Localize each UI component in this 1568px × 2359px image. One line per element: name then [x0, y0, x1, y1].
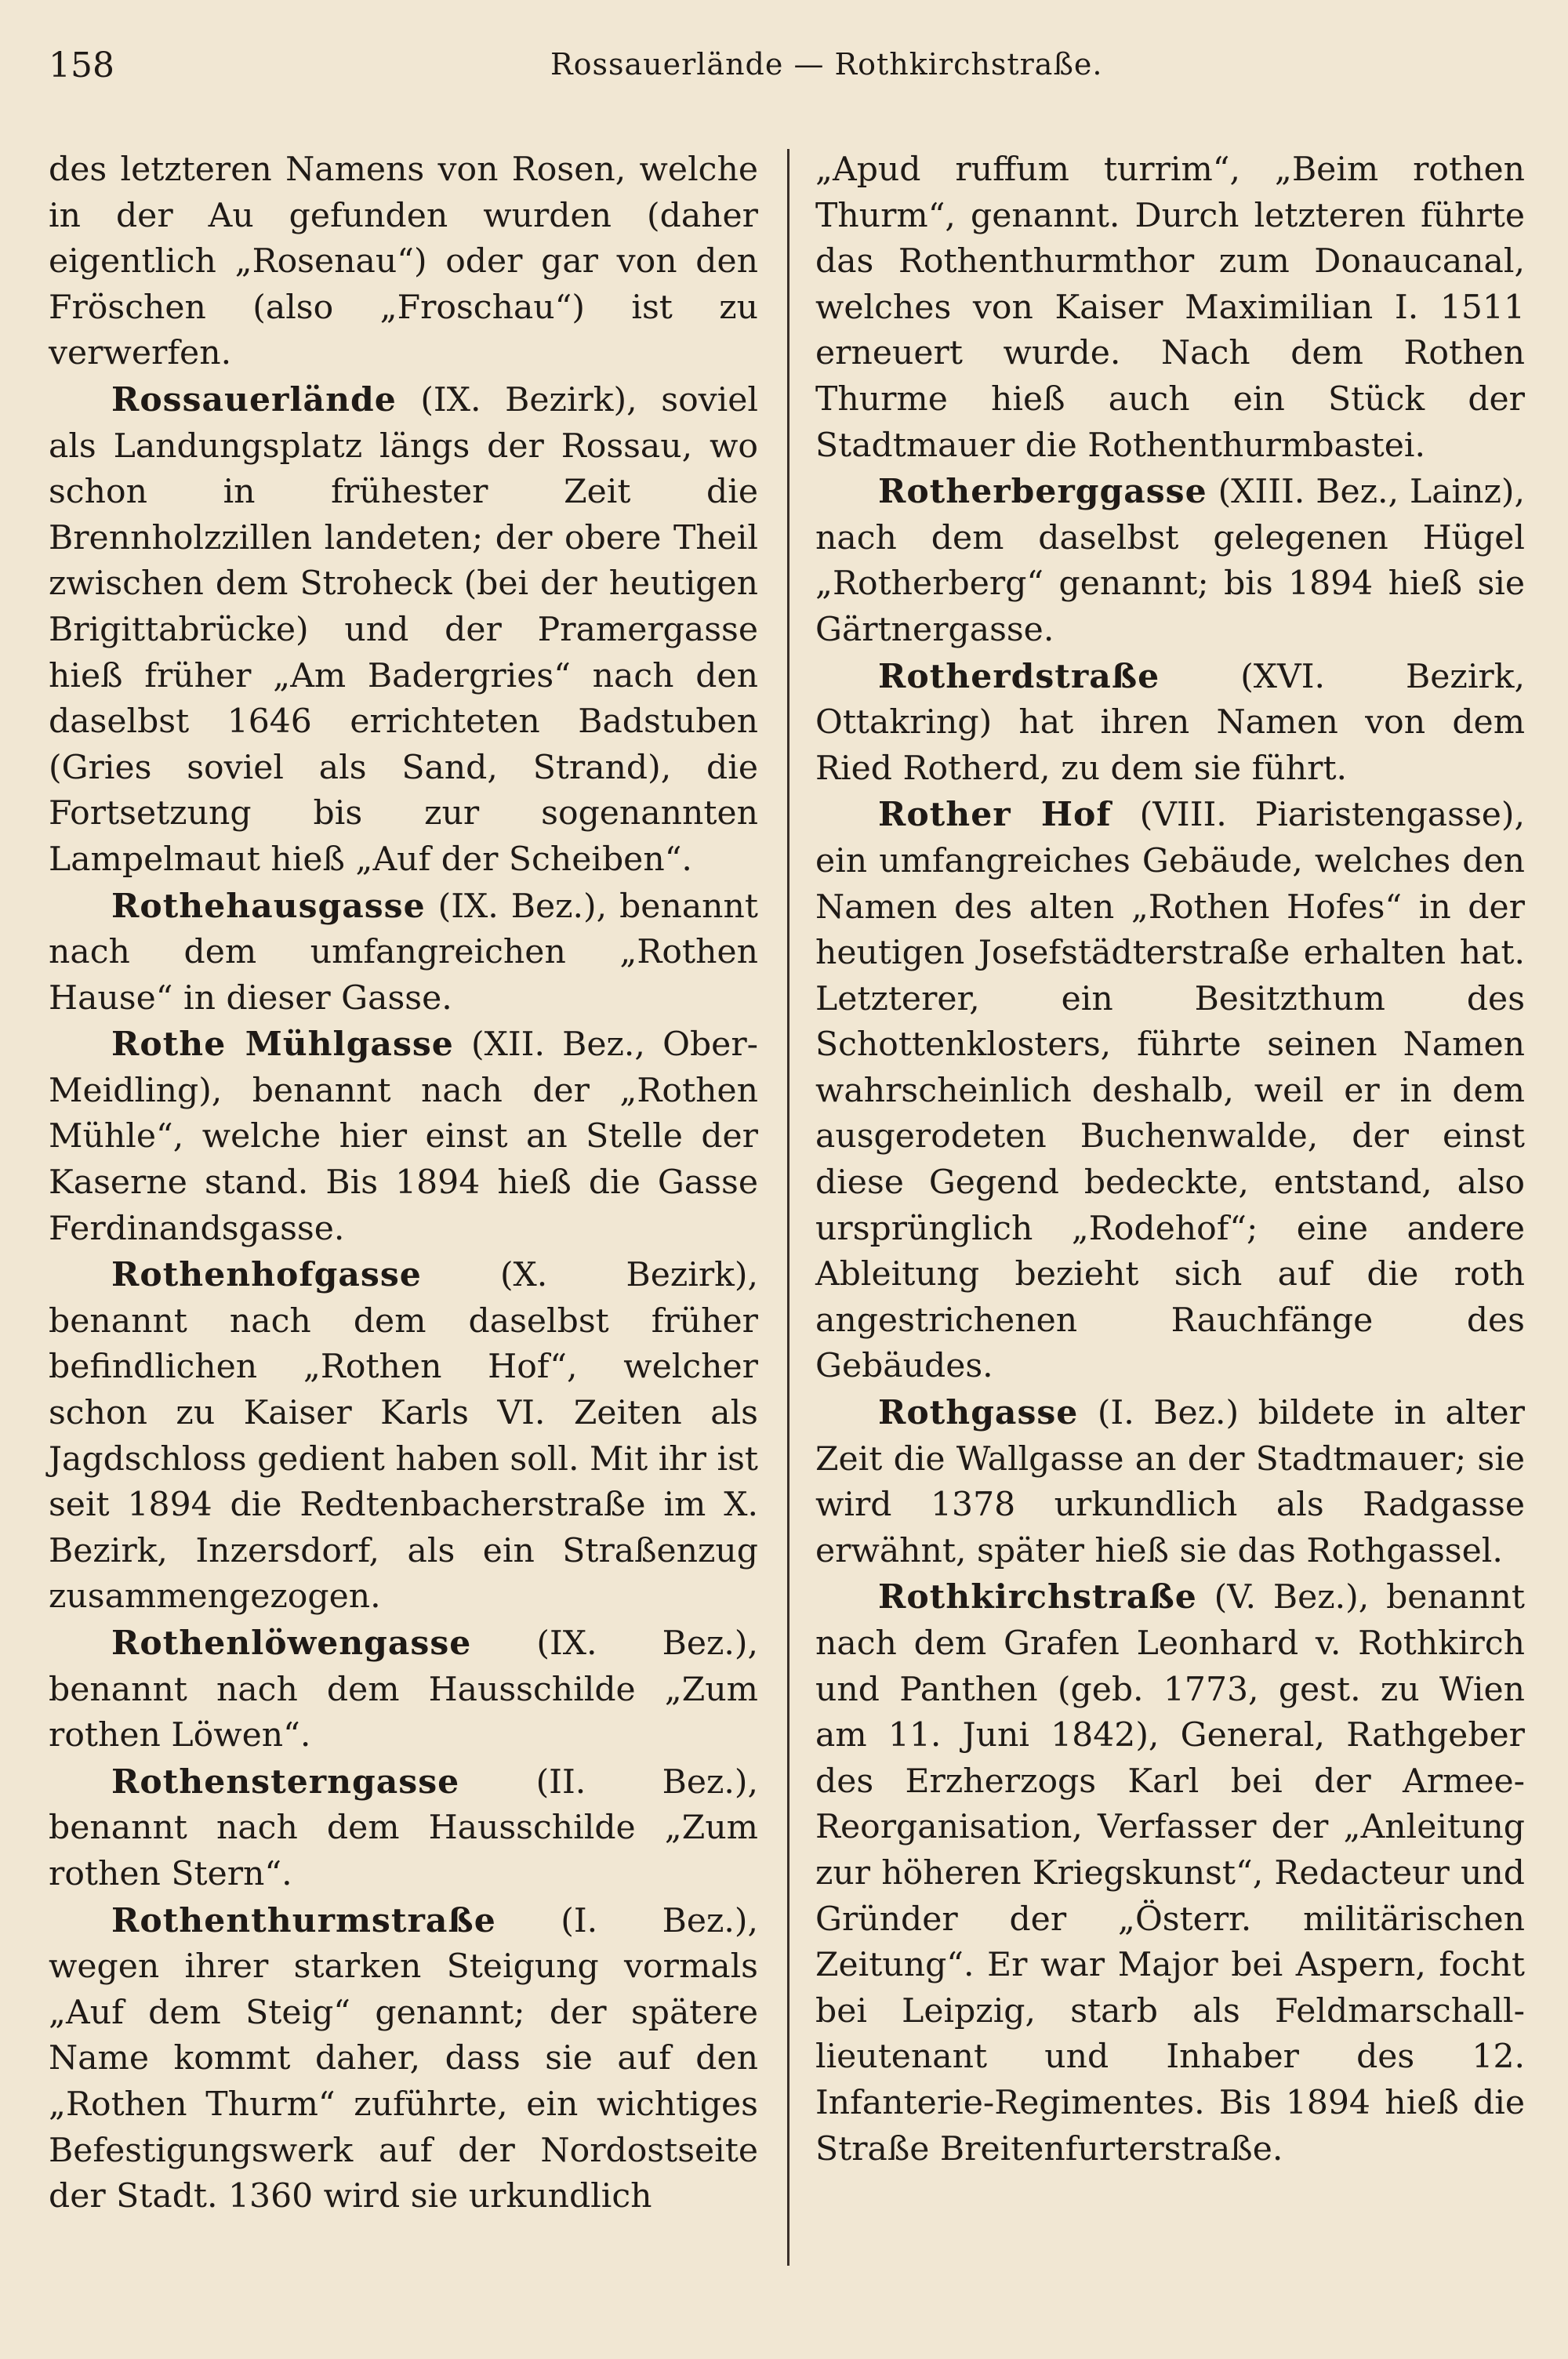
entry-rotherberggasse: [815, 469, 1525, 653]
entry-rothensterngasse: [49, 1759, 758, 1898]
entry-rothenloewengasse: [49, 1620, 758, 1759]
entry-rothkirchstrasse: [815, 1574, 1525, 2172]
running-title: Rossauerlände — Rothkirchstraße.: [550, 47, 1103, 82]
entry-text: (I. Bez.), wegen ihrer starken Steigung vormals „Auf dem Steig“ genannt; der spätere Name kommt daher, dass sie auf den „Rothen Thurm“ zuführte, ein wichtiges Befestigungswerk auf der Nordostseite der Stadt. 1360 wird sie urkundlich: [49, 1901, 758, 2216]
entry-text: (X. Bezirk), benannt nach dem daselbst früher befindlichen „Rothen Hof“, welcher schon zu Kaiser Karls VI. Zeiten als Jagdschloss gedient haben soll. Mit ihr ist seit 1894 die Redtenbacherstraße im X. Bezirk, Inzersdorf, als ein Straßenzug zusammengezogen.: [49, 1256, 758, 1617]
entry-rother-hof: [815, 792, 1525, 1390]
entry-text: (VIII. Piaristengasse), ein umfangreiches Gebäude, welches den Namen des alten „Rothen Hofes“ in der heutigen Josefstädterstraße erhalten hat. Letzterer, ein Besitzthum des Schottenklosters, führte seinen Namen wahrscheinlich deshalb, weil er in dem ausgerodeten Buchenwalde, der einst diese Gegend bedeckte, entstand, also ursprünglich „Rodehof“; eine andere Ableitung bezieht sich auf die roth angestrichenen Rauchfänge des Gebäudes.: [815, 796, 1525, 1386]
right-column: [815, 147, 1525, 2172]
entry-rotherdstrasse: [815, 654, 1525, 793]
page-number: 158: [49, 45, 114, 85]
entry-heading: Rothenhofgasse: [111, 1255, 422, 1295]
page-header: [49, 45, 1519, 93]
left-column: [49, 147, 758, 2220]
entry-heading: Rother Hof: [878, 795, 1112, 835]
entry-text: (IX. Bezirk), soviel als Landungsplatz längs der Rossau, wo schon in frühester Zeit die Brennholzzillen landeten; der obere Theil zwischen dem Stroheck (bei der heutigen Brigittabrücke) und der Pramergasse hieß früher „Am Badergries“ nach den daselbst 1646 errichteten Badstuben (Gries soviel als Sand, Strand), die Fortsetzung bis zur sogenannten Lampelmaut hieß „Auf der Scheiben“.: [49, 380, 758, 879]
entry-text: (V. Bez.), benannt nach dem Grafen Leonhard v. Rothkirch und Panthen (geb. 1773, gest. zu Wien am 11. Juni 1842), General, Rathgeber des Erzherzogs Karl bei der Armee-Reorganisation, Verfasser der „Anleitung zur höheren Kriegskunst“, Redacteur und Gründer der „Österr. militärischen Zeitung“. Er war Major bei Aspern, focht bei Leipzig, starb als Feldmarschall-lieutenant und Inhaber des 12. Infanterie-Regimentes. Bis 1894 hieß die Straße Breitenfurterstraße.: [815, 1578, 1525, 2168]
continuation-paragraph: „Apud ruffum turrim“, „Beim rothen Thurm“, genannt. Durch letzteren führte das Rothenthurmthor zum Donaucanal, welches von Kaiser Maximilian I. 1511 erneuert wurde. Nach dem Rothen Thurme hieß auch ein Stück der Stadtmauer die Rothenthurmbastei.: [815, 151, 1525, 465]
entry-text: (XIII. Bez., Lainz), nach dem daselbst gelegenen Hügel „Rotherberg“ genannt; bis 1894 hieß sie Gärtnergasse.: [815, 473, 1525, 649]
entry-heading: Rothensterngasse: [111, 1762, 460, 1802]
entry-text: (IX. Bez.), benannt nach dem Hausschilde „Zum rothen Löwen“.: [49, 1624, 758, 1755]
entry-rothehausgasse: [49, 884, 758, 1022]
entry-text: (II. Bez.), benannt nach dem Hausschilde „Zum rothen Stern“.: [49, 1762, 758, 1893]
entry-heading: Rothe Mühlgasse: [111, 1025, 454, 1065]
column-divider: [787, 149, 789, 2266]
entry-rothe-muehlgasse: [49, 1022, 758, 1252]
entry-text: (I. Bez.) bildete in alter Zeit die Wallgasse an der Stadtmauer; sie wird 1378 urkundlich als Radgasse erwähnt, später hieß sie das Rothgassel.: [815, 1394, 1525, 1570]
entry-heading: Rothenlöwengasse: [111, 1624, 472, 1663]
entry-text: (IX. Bez.), benannt nach dem umfangreichen „Rothen Hause“ in dieser Gasse.: [49, 887, 758, 1018]
entry-rothgasse: [815, 1390, 1525, 1574]
entry-rossauerlaende: [49, 377, 758, 884]
entry-text: (XVI. Bezirk, Ottakring) hat ihren Namen von dem Ried Rotherd, zu dem sie führt.: [815, 657, 1525, 788]
entry-text: (XII. Bez., Ober-Meidling), benannt nach der „Rothen Mühle“, welche hier einst an Stelle der Kaserne stand. Bis 1894 hieß die Gasse Ferdinandsgasse.: [49, 1025, 759, 1248]
entry-heading: Rotherdstraße: [878, 656, 1160, 696]
entry-heading: Rossauerlände: [111, 379, 397, 419]
entry-rothenhofgasse: [49, 1252, 758, 1620]
entry-heading: Rothkirchstraße: [878, 1577, 1197, 1617]
entry-heading: Rotherberggasse: [878, 472, 1207, 512]
entry-heading: Rothenthurmstraße: [111, 1900, 496, 1940]
entry-heading: Rothgasse: [878, 1393, 1079, 1433]
continuation-paragraph: des letzteren Namens von Rosen, welche in der Au gefunden wurden (daher eigentlich „Rosenau“) oder gar von den Fröschen (also „Froschau“) ist zu verwerfen.: [49, 151, 758, 373]
entry-heading: Rothehausgasse: [111, 886, 426, 926]
entry-rothenthurmstrasse: [49, 1898, 758, 2220]
